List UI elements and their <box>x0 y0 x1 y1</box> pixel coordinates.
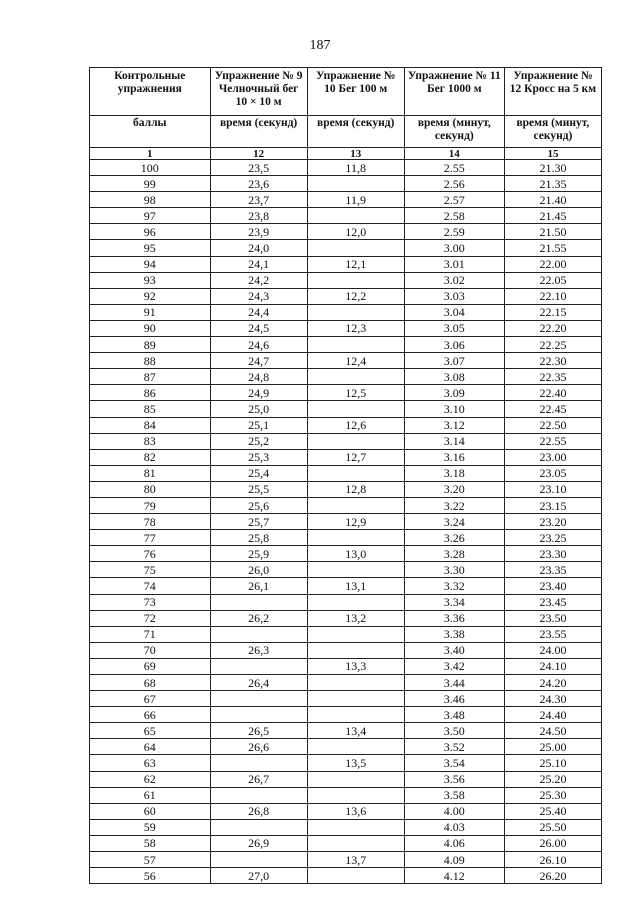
exercise-12-cell: 23.00 <box>504 449 601 465</box>
exercise-12-cell: 21.45 <box>504 208 601 224</box>
exercise-10-cell: 12,9 <box>307 514 404 530</box>
points-cell: 78 <box>90 514 211 530</box>
exercise-11-cell: 3.04 <box>404 304 504 320</box>
exercise-12-cell: 23.40 <box>504 578 601 594</box>
points-cell: 61 <box>90 787 211 803</box>
exercise-9-cell: 25,0 <box>210 401 307 417</box>
column-number: 13 <box>307 148 404 160</box>
exercise-11-cell: 3.20 <box>404 481 504 497</box>
exercise-11-cell: 3.05 <box>404 320 504 336</box>
exercise-10-cell <box>307 675 404 691</box>
exercise-11-cell: 3.22 <box>404 497 504 513</box>
exercise-10-cell: 12,2 <box>307 288 404 304</box>
exercise-12-cell: 21.40 <box>504 192 601 208</box>
exercise-9-cell: 25,1 <box>210 417 307 433</box>
table-row <box>90 256 602 272</box>
exercise-11-cell: 3.50 <box>404 723 504 739</box>
exercise-12-cell: 23.55 <box>504 626 601 642</box>
table-row <box>90 642 602 658</box>
unit-exercise-9: время (секунд) <box>210 116 307 148</box>
points-cell: 94 <box>90 256 211 272</box>
exercise-9-cell: 27,0 <box>210 868 307 884</box>
exercise-11-cell: 2.55 <box>404 160 504 176</box>
exercise-12-cell: 25.50 <box>504 819 601 835</box>
exercise-9-cell: 25,2 <box>210 433 307 449</box>
points-cell: 92 <box>90 288 211 304</box>
exercise-11-cell: 3.18 <box>404 465 504 481</box>
points-cell: 96 <box>90 224 211 240</box>
exercise-10-cell: 12,4 <box>307 353 404 369</box>
exercise-10-cell <box>307 497 404 513</box>
exercise-9-cell: 26,3 <box>210 642 307 658</box>
points-cell: 56 <box>90 868 211 884</box>
exercise-9-cell: 23,7 <box>210 192 307 208</box>
table-row <box>90 852 602 868</box>
table-row <box>90 771 602 787</box>
points-cell: 62 <box>90 771 211 787</box>
table-row <box>90 385 602 401</box>
table-row <box>90 272 602 288</box>
exercise-9-cell: 26,8 <box>210 803 307 819</box>
points-cell: 87 <box>90 369 211 385</box>
header-control-exercises: Контрольные упражнения <box>90 68 211 116</box>
points-cell: 86 <box>90 385 211 401</box>
exercise-9-cell <box>210 691 307 707</box>
exercise-12-cell: 22.45 <box>504 401 601 417</box>
exercise-11-cell: 3.07 <box>404 353 504 369</box>
exercise-9-cell <box>210 707 307 723</box>
points-cell: 88 <box>90 353 211 369</box>
table-row <box>90 530 602 546</box>
table-row <box>90 868 602 884</box>
exercise-12-cell: 24.10 <box>504 658 601 674</box>
points-cell: 72 <box>90 610 211 626</box>
exercise-12-cell: 24.50 <box>504 723 601 739</box>
table-row <box>90 755 602 771</box>
exercise-10-cell <box>307 771 404 787</box>
exercise-10-cell <box>307 240 404 256</box>
exercise-12-cell: 22.25 <box>504 337 601 353</box>
exercise-10-cell <box>307 562 404 578</box>
points-cell: 90 <box>90 320 211 336</box>
points-cell: 80 <box>90 481 211 497</box>
table-row <box>90 401 602 417</box>
exercise-9-cell: 26,1 <box>210 578 307 594</box>
exercise-11-cell: 3.09 <box>404 385 504 401</box>
header-exercise-12: Упражнение № 12 Кросс на 5 км <box>504 68 601 116</box>
exercise-10-cell: 13,7 <box>307 852 404 868</box>
points-cell: 79 <box>90 497 211 513</box>
exercise-9-cell: 25,8 <box>210 530 307 546</box>
page-number: 187 <box>309 38 331 53</box>
exercise-12-cell: 21.35 <box>504 176 601 192</box>
points-cell: 95 <box>90 240 211 256</box>
exercise-10-cell: 12,5 <box>307 385 404 401</box>
exercise-12-cell: 26.20 <box>504 868 601 884</box>
table-row <box>90 240 602 256</box>
exercise-10-cell <box>307 176 404 192</box>
exercise-10-cell: 13,4 <box>307 723 404 739</box>
exercise-11-cell: 3.38 <box>404 626 504 642</box>
exercise-12-cell: 22.05 <box>504 272 601 288</box>
exercise-11-cell: 4.03 <box>404 819 504 835</box>
exercise-12-cell: 22.30 <box>504 353 601 369</box>
column-numbers-row <box>90 148 602 160</box>
table-row <box>90 192 602 208</box>
exercise-11-cell: 2.58 <box>404 208 504 224</box>
exercise-9-cell: 23,6 <box>210 176 307 192</box>
exercise-11-cell: 3.44 <box>404 675 504 691</box>
points-cell: 83 <box>90 433 211 449</box>
exercise-9-cell: 23,5 <box>210 160 307 176</box>
exercise-12-cell: 25.00 <box>504 739 601 755</box>
exercise-10-cell <box>307 626 404 642</box>
exercise-9-cell: 23,9 <box>210 224 307 240</box>
exercise-9-cell: 24,1 <box>210 256 307 272</box>
exercise-9-cell: 24,0 <box>210 240 307 256</box>
exercise-11-cell: 4.12 <box>404 868 504 884</box>
exercise-9-cell: 26,4 <box>210 675 307 691</box>
points-cell: 76 <box>90 546 211 562</box>
unit-exercise-12: время (минут, секунд) <box>504 116 601 148</box>
exercise-9-cell <box>210 819 307 835</box>
exercise-9-cell: 24,4 <box>210 304 307 320</box>
exercise-11-cell: 3.14 <box>404 433 504 449</box>
exercise-12-cell: 23.50 <box>504 610 601 626</box>
table-row <box>90 465 602 481</box>
exercise-9-cell: 25,3 <box>210 449 307 465</box>
exercise-9-cell: 25,4 <box>210 465 307 481</box>
table-row <box>90 787 602 803</box>
exercise-12-cell: 22.20 <box>504 320 601 336</box>
points-cell: 99 <box>90 176 211 192</box>
points-cell: 66 <box>90 707 211 723</box>
exercise-9-cell: 26,9 <box>210 835 307 851</box>
table-row <box>90 224 602 240</box>
exercise-12-cell: 25.30 <box>504 787 601 803</box>
exercise-9-cell <box>210 658 307 674</box>
points-cell: 60 <box>90 803 211 819</box>
exercise-10-cell <box>307 707 404 723</box>
exercise-9-cell <box>210 852 307 868</box>
points-cell: 85 <box>90 401 211 417</box>
exercise-11-cell: 3.00 <box>404 240 504 256</box>
exercise-10-cell: 12,3 <box>307 320 404 336</box>
exercise-12-cell: 22.00 <box>504 256 601 272</box>
table-row <box>90 337 602 353</box>
exercise-12-cell: 26.00 <box>504 835 601 851</box>
exercise-9-cell: 24,6 <box>210 337 307 353</box>
header-exercise-9: Упражнение № 9 Челночный бег 10 × 10 м <box>210 68 307 116</box>
exercise-10-cell <box>307 868 404 884</box>
exercise-11-cell: 3.58 <box>404 787 504 803</box>
table-row <box>90 353 602 369</box>
exercise-11-cell: 3.02 <box>404 272 504 288</box>
exercise-11-cell: 3.12 <box>404 417 504 433</box>
points-cell: 64 <box>90 739 211 755</box>
points-cell: 69 <box>90 658 211 674</box>
exercise-9-cell: 26,6 <box>210 739 307 755</box>
exercise-10-cell <box>307 691 404 707</box>
exercise-11-cell: 3.36 <box>404 610 504 626</box>
exercise-9-cell: 24,8 <box>210 369 307 385</box>
table-row <box>90 369 602 385</box>
exercise-12-cell: 24.30 <box>504 691 601 707</box>
units-row <box>90 116 602 148</box>
exercise-12-cell: 23.35 <box>504 562 601 578</box>
exercise-9-cell: 24,9 <box>210 385 307 401</box>
exercise-10-cell <box>307 642 404 658</box>
table-row <box>90 208 602 224</box>
exercise-9-cell: 24,2 <box>210 272 307 288</box>
table-row <box>90 176 602 192</box>
table-row <box>90 514 602 530</box>
exercise-12-cell: 23.15 <box>504 497 601 513</box>
table-row <box>90 417 602 433</box>
exercise-9-cell <box>210 626 307 642</box>
points-cell: 89 <box>90 337 211 353</box>
exercise-11-cell: 2.56 <box>404 176 504 192</box>
exercise-12-cell: 23.25 <box>504 530 601 546</box>
points-cell: 82 <box>90 449 211 465</box>
exercise-9-cell: 24,7 <box>210 353 307 369</box>
exercise-11-cell: 3.56 <box>404 771 504 787</box>
exercise-12-cell: 24.20 <box>504 675 601 691</box>
exercise-12-cell: 21.30 <box>504 160 601 176</box>
exercise-11-cell: 3.16 <box>404 449 504 465</box>
table-row <box>90 835 602 851</box>
column-number: 14 <box>404 148 504 160</box>
exercise-12-cell: 26.10 <box>504 852 601 868</box>
exercise-11-cell: 3.42 <box>404 658 504 674</box>
exercise-9-cell: 25,6 <box>210 497 307 513</box>
points-cell: 74 <box>90 578 211 594</box>
exercise-9-cell: 26,0 <box>210 562 307 578</box>
table-row <box>90 691 602 707</box>
table-row <box>90 626 602 642</box>
exercise-9-cell: 24,5 <box>210 320 307 336</box>
exercise-9-cell <box>210 787 307 803</box>
exercise-12-cell: 25.40 <box>504 803 601 819</box>
table-row <box>90 803 602 819</box>
exercise-11-cell: 3.34 <box>404 594 504 610</box>
exercise-9-cell: 24,3 <box>210 288 307 304</box>
exercise-12-cell: 23.45 <box>504 594 601 610</box>
column-number: 15 <box>504 148 601 160</box>
exercise-10-cell <box>307 208 404 224</box>
points-cell: 71 <box>90 626 211 642</box>
table-row <box>90 160 602 176</box>
exercise-9-cell: 26,5 <box>210 723 307 739</box>
points-cell: 68 <box>90 675 211 691</box>
header-exercise-10: Упражнение № 10 Бег 100 м <box>307 68 404 116</box>
table-row <box>90 562 602 578</box>
exercise-11-cell: 2.59 <box>404 224 504 240</box>
exercise-11-cell: 3.08 <box>404 369 504 385</box>
exercise-9-cell: 25,9 <box>210 546 307 562</box>
exercise-9-cell: 26,2 <box>210 610 307 626</box>
points-cell: 67 <box>90 691 211 707</box>
exercise-11-cell: 3.03 <box>404 288 504 304</box>
exercise-9-cell: 25,5 <box>210 481 307 497</box>
exercise-10-cell: 12,8 <box>307 481 404 497</box>
exercise-12-cell: 22.55 <box>504 433 601 449</box>
exercise-12-cell: 22.10 <box>504 288 601 304</box>
exercise-12-cell: 25.10 <box>504 755 601 771</box>
exercise-10-cell: 13,5 <box>307 755 404 771</box>
exercise-10-cell <box>307 304 404 320</box>
exercise-10-cell <box>307 337 404 353</box>
table-row <box>90 497 602 513</box>
points-cell: 65 <box>90 723 211 739</box>
exercise-10-cell: 11,8 <box>307 160 404 176</box>
table-row <box>90 707 602 723</box>
exercise-11-cell: 3.54 <box>404 755 504 771</box>
points-cell: 58 <box>90 835 211 851</box>
unit-exercise-10: время (секунд) <box>307 116 404 148</box>
exercise-11-cell: 4.00 <box>404 803 504 819</box>
exercise-11-cell: 4.06 <box>404 835 504 851</box>
points-cell: 59 <box>90 819 211 835</box>
exercise-10-cell <box>307 835 404 851</box>
table-row <box>90 546 602 562</box>
exercise-12-cell: 24.40 <box>504 707 601 723</box>
exercise-12-cell: 23.30 <box>504 546 601 562</box>
exercise-10-cell: 12,1 <box>307 256 404 272</box>
exercise-10-cell: 13,3 <box>307 658 404 674</box>
table-row <box>90 433 602 449</box>
points-cell: 100 <box>90 160 211 176</box>
exercise-11-cell: 3.28 <box>404 546 504 562</box>
exercise-10-cell <box>307 787 404 803</box>
points-cell: 91 <box>90 304 211 320</box>
exercise-12-cell: 23.20 <box>504 514 601 530</box>
points-cell: 97 <box>90 208 211 224</box>
column-number: 1 <box>90 148 211 160</box>
table-row <box>90 578 602 594</box>
exercise-11-cell: 3.26 <box>404 530 504 546</box>
column-number: 12 <box>210 148 307 160</box>
exercise-12-cell: 23.05 <box>504 465 601 481</box>
table-row <box>90 675 602 691</box>
table-row <box>90 320 602 336</box>
exercise-12-cell: 22.40 <box>504 385 601 401</box>
exercise-11-cell: 3.40 <box>404 642 504 658</box>
points-cell: 57 <box>90 852 211 868</box>
exercise-10-cell <box>307 530 404 546</box>
exercise-10-cell: 13,0 <box>307 546 404 562</box>
points-cell: 84 <box>90 417 211 433</box>
exercise-12-cell: 25.20 <box>504 771 601 787</box>
points-cell: 73 <box>90 594 211 610</box>
unit-points: баллы <box>90 116 211 148</box>
exercise-9-cell <box>210 594 307 610</box>
exercise-12-cell: 22.50 <box>504 417 601 433</box>
exercise-9-cell: 25,7 <box>210 514 307 530</box>
exercise-10-cell <box>307 819 404 835</box>
points-cell: 63 <box>90 755 211 771</box>
points-cell: 98 <box>90 192 211 208</box>
exercise-11-cell: 3.01 <box>404 256 504 272</box>
exercise-12-cell: 22.35 <box>504 369 601 385</box>
exercise-12-cell: 24.00 <box>504 642 601 658</box>
exercise-11-cell: 4.09 <box>404 852 504 868</box>
exercise-11-cell: 3.46 <box>404 691 504 707</box>
exercise-10-cell <box>307 739 404 755</box>
exercise-11-cell: 3.24 <box>404 514 504 530</box>
exercise-10-cell: 12,0 <box>307 224 404 240</box>
exercise-11-cell: 2.57 <box>404 192 504 208</box>
points-cell: 75 <box>90 562 211 578</box>
header-exercise-11: Упражнение № 11 Бег 1000 м <box>404 68 504 116</box>
exercise-10-cell: 12,7 <box>307 449 404 465</box>
table-row <box>90 723 602 739</box>
table-row <box>90 610 602 626</box>
exercise-9-cell: 23,8 <box>210 208 307 224</box>
exercise-12-cell: 22.15 <box>504 304 601 320</box>
table-body <box>90 160 602 884</box>
points-cell: 77 <box>90 530 211 546</box>
table-row <box>90 481 602 497</box>
standards-table <box>89 67 602 884</box>
exercise-10-cell <box>307 433 404 449</box>
exercise-9-cell <box>210 755 307 771</box>
exercise-12-cell: 21.50 <box>504 224 601 240</box>
exercise-10-cell <box>307 594 404 610</box>
exercise-12-cell: 23.10 <box>504 481 601 497</box>
exercise-11-cell: 3.52 <box>404 739 504 755</box>
exercise-10-cell: 11,9 <box>307 192 404 208</box>
exercise-11-cell: 3.10 <box>404 401 504 417</box>
exercise-10-cell: 12,6 <box>307 417 404 433</box>
exercise-10-cell <box>307 369 404 385</box>
table-row <box>90 594 602 610</box>
header-row <box>90 68 602 116</box>
unit-exercise-11: время (минут, секунд) <box>404 116 504 148</box>
exercise-11-cell: 3.30 <box>404 562 504 578</box>
exercise-11-cell: 3.32 <box>404 578 504 594</box>
exercise-10-cell: 13,2 <box>307 610 404 626</box>
exercise-10-cell: 13,6 <box>307 803 404 819</box>
table-row <box>90 739 602 755</box>
exercise-11-cell: 3.48 <box>404 707 504 723</box>
table-row <box>90 304 602 320</box>
exercise-10-cell: 13,1 <box>307 578 404 594</box>
table-row <box>90 449 602 465</box>
exercise-10-cell <box>307 272 404 288</box>
table-row <box>90 288 602 304</box>
table-row <box>90 658 602 674</box>
exercise-10-cell <box>307 401 404 417</box>
exercise-10-cell <box>307 465 404 481</box>
table-row <box>90 819 602 835</box>
exercise-9-cell: 26,7 <box>210 771 307 787</box>
points-cell: 70 <box>90 642 211 658</box>
exercise-12-cell: 21.55 <box>504 240 601 256</box>
points-cell: 81 <box>90 465 211 481</box>
points-cell: 93 <box>90 272 211 288</box>
exercise-11-cell: 3.06 <box>404 337 504 353</box>
